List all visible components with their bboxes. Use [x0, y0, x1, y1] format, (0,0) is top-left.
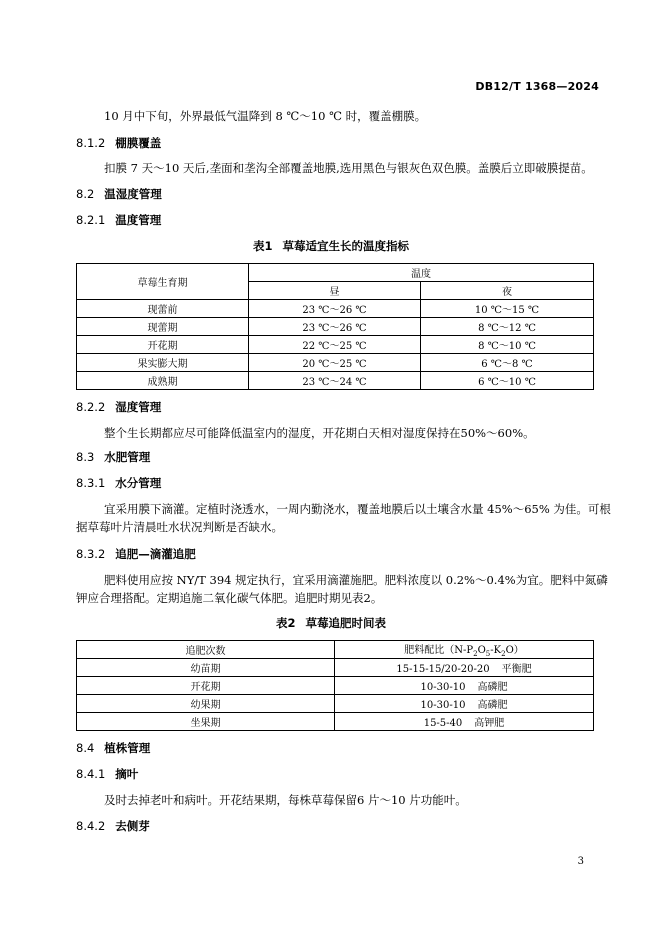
table-row	[77, 354, 594, 372]
heading-title: 追肥—滴灌追肥	[115, 547, 196, 561]
table2-cell-ratio-value: 10-30-10	[420, 682, 466, 693]
subscript: 5	[485, 650, 491, 658]
table-row	[77, 372, 594, 390]
table2-header-ratio-text: O	[477, 645, 486, 656]
table2-cell-ratio-type: 高磷肥	[477, 682, 508, 693]
heading-number: 8.4.2	[76, 819, 106, 833]
table1-cell-stage: 成熟期	[77, 372, 249, 390]
paragraph-8-3-1-line1: 宜采用膜下滴灌。定植时浇透水，一周内勤浇水，覆盖地膜后以土壤含水量 45%～65% 为佳。可根	[104, 502, 611, 516]
table1-cell-night: 8 ℃～10 ℃	[421, 336, 594, 354]
table1-cell-day: 23 ℃～26 ℃	[249, 300, 421, 318]
table2-cell-ratio-value: 15-15-15/20-20-20	[396, 664, 490, 675]
heading-8-3-2	[76, 546, 196, 562]
heading-title: 湿度管理	[115, 400, 162, 414]
table-row	[77, 695, 594, 713]
table1-cell-night: 10 ℃～15 ℃	[421, 300, 594, 318]
table1-caption-number: 表1	[252, 239, 273, 253]
table-row	[77, 300, 594, 318]
heading-8-2-1	[76, 212, 161, 228]
heading-title: 去侧芽	[115, 819, 150, 833]
table1-cell-stage: 现蕾前	[77, 300, 249, 318]
heading-title: 植株管理	[104, 741, 151, 755]
heading-title: 棚膜覆盖	[115, 136, 162, 150]
table1-header-temperature: 温度	[249, 264, 594, 282]
table2-cell-stage: 幼苗期	[77, 659, 335, 677]
table2-header-ratio-text: 肥料配比（N-P	[404, 645, 474, 656]
heading-number: 8.2.1	[76, 213, 106, 227]
table1-cell-stage: 现蕾期	[77, 318, 249, 336]
fertilizer-table	[76, 640, 594, 731]
heading-title: 摘叶	[115, 767, 139, 781]
table2-cell-ratio-value: 15-5-40	[423, 718, 463, 729]
heading-number: 8.1.2	[76, 136, 106, 150]
subscript: 2	[501, 650, 506, 658]
table2-cell-ratio	[335, 659, 594, 677]
heading-8-4-2	[76, 818, 150, 834]
heading-8-3	[76, 449, 150, 465]
heading-title: 水肥管理	[104, 450, 151, 464]
table1-cell-day: 23 ℃～24 ℃	[249, 372, 421, 390]
table2-cell-ratio-type: 高钾肥	[474, 718, 505, 729]
table-row	[77, 713, 594, 731]
table2-cell-stage: 开花期	[77, 677, 335, 695]
heading-8-4-1	[76, 766, 138, 782]
heading-number: 8.4.1	[76, 767, 106, 781]
table2-header-times: 追肥次数	[77, 641, 335, 659]
table1-header-day: 昼	[249, 282, 421, 300]
table2-cell-ratio-type: 平衡肥	[501, 664, 532, 675]
temperature-table	[76, 263, 594, 390]
table1-cell-stage: 开花期	[77, 336, 249, 354]
table-row	[77, 659, 594, 677]
page-number: 3	[577, 856, 584, 867]
table1-cell-night: 8 ℃～12 ℃	[421, 318, 594, 336]
table2-cell-stage: 坐果期	[77, 713, 335, 731]
heading-number: 8.3	[76, 450, 95, 464]
table2-header-ratio-text: -K	[490, 645, 502, 656]
paragraph-8-3-2-line1: 肥料使用应按 NY/T 394 规定执行，宜采用滴灌施肥。肥料浓度以 0.2%～0.4%为宜。肥料中氮磷	[104, 573, 608, 587]
heading-number: 8.4	[76, 741, 95, 755]
table2-cell-ratio-value: 10-30-10	[420, 700, 466, 711]
table2-cell-ratio	[335, 713, 594, 731]
heading-8-1-2	[76, 135, 161, 151]
heading-8-4	[76, 740, 150, 756]
heading-8-2-2	[76, 399, 161, 415]
table2-cell-stage: 幼果期	[77, 695, 335, 713]
table2-caption-number: 表2	[275, 616, 296, 630]
paragraph-8-3-1-line2: 据草莓叶片清晨吐水状况判断是否缺水。	[76, 520, 283, 534]
table2-cell-ratio	[335, 677, 594, 695]
heading-title: 水分管理	[115, 476, 162, 490]
heading-number: 8.3.1	[76, 476, 106, 490]
paragraph-8-1-2: 扣膜 7 天～10 天后,垄面和垄沟全部覆盖地膜,选用黑色与银灰色双色膜。盖膜后立即破膜提苗。	[104, 161, 593, 175]
table2-caption-text: 草莓追肥时间表	[305, 616, 386, 630]
heading-8-3-1	[76, 475, 161, 491]
subscript: 2	[473, 650, 478, 658]
heading-number: 8.3.2	[76, 547, 106, 561]
paragraph-8-2-2: 整个生长期都应尽可能降低温室内的湿度，开花期白天相对湿度保持在50%～60%。	[104, 426, 535, 440]
table1-header-night: 夜	[421, 282, 594, 300]
table1-caption-text: 草莓适宜生长的温度指标	[282, 239, 409, 253]
standard-code: DB12/T 1368—2024	[475, 80, 599, 93]
heading-number: 8.2.2	[76, 400, 106, 414]
table2-header-ratio	[335, 641, 594, 659]
table1-cell-stage: 果实膨大期	[77, 354, 249, 372]
table1-cell-night: 6 ℃～8 ℃	[421, 354, 594, 372]
paragraph-8-4-1: 及时去掉老叶和病叶。开花结果期，每株草莓保留6 片～10 片功能叶。	[104, 793, 467, 807]
table1-header-stage: 草莓生育期	[77, 264, 249, 300]
table1-cell-night: 6 ℃～10 ℃	[421, 372, 594, 390]
heading-title: 温度管理	[115, 213, 162, 227]
table2-cell-ratio	[335, 695, 594, 713]
table-row	[77, 336, 594, 354]
table1-cell-day: 22 ℃～25 ℃	[249, 336, 421, 354]
table2-cell-ratio-type: 高磷肥	[477, 700, 508, 711]
table1-caption	[0, 238, 662, 254]
heading-8-2	[76, 186, 162, 202]
paragraph-intro: 10 月中下旬，外界最低气温降到 8 ℃～10 ℃ 时，覆盖棚膜。	[104, 109, 427, 123]
table-row	[77, 677, 594, 695]
heading-title: 温湿度管理	[104, 187, 162, 201]
table2-header-ratio-text: O）	[505, 645, 524, 656]
table2-caption	[0, 615, 662, 631]
table-row	[77, 318, 594, 336]
table1-cell-day: 20 ℃～25 ℃	[249, 354, 421, 372]
table1-cell-day: 23 ℃～26 ℃	[249, 318, 421, 336]
heading-number: 8.2	[76, 187, 95, 201]
paragraph-8-3-2-line2: 钾应合理搭配。定期追施二氧化碳气体肥。追肥时期见表2。	[76, 591, 383, 605]
